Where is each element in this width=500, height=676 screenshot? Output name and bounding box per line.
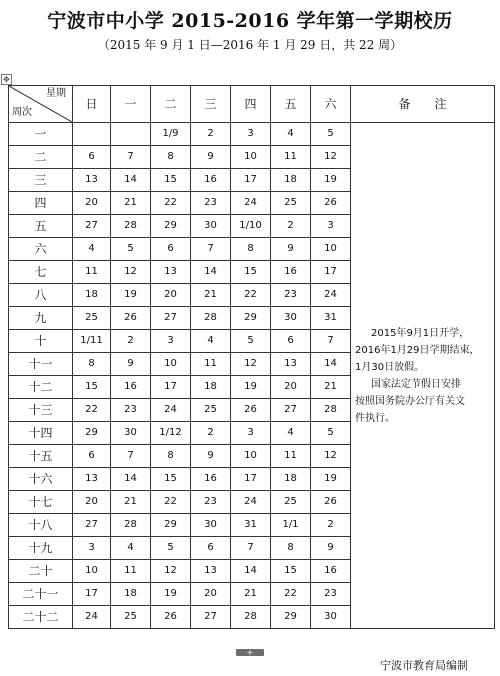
date-cell: 4 (271, 422, 311, 445)
calendar-table (8, 85, 495, 629)
week-number-cell: 二 (9, 146, 73, 169)
date-cell: 17 (231, 468, 271, 491)
date-cell: 11 (73, 261, 111, 284)
week-number-cell: 九 (9, 307, 73, 330)
note-header: 备 注 (351, 86, 495, 123)
date-cell: 23 (191, 491, 231, 514)
date-cell: 13 (73, 169, 111, 192)
date-cell: 11 (271, 146, 311, 169)
date-cell: 16 (111, 376, 151, 399)
date-cell: 21 (191, 284, 231, 307)
date-cell: 18 (191, 376, 231, 399)
date-cell: 25 (191, 399, 231, 422)
date-cell: 3 (73, 537, 111, 560)
date-cell: 4 (271, 123, 311, 146)
date-cell: 24 (231, 192, 271, 215)
date-cell: 29 (73, 422, 111, 445)
date-cell: 20 (73, 491, 111, 514)
date-cell: 18 (111, 583, 151, 606)
date-cell: 14 (311, 353, 351, 376)
date-cell: 16 (271, 261, 311, 284)
date-cell: 2 (311, 514, 351, 537)
date-cell: 9 (191, 445, 231, 468)
date-cell: 17 (73, 583, 111, 606)
table-header-row (9, 86, 495, 123)
week-number-cell: 十五 (9, 445, 73, 468)
day-header-mon: 一 (111, 86, 151, 123)
week-number-cell: 四 (9, 192, 73, 215)
date-cell: 30 (111, 422, 151, 445)
date-cell: 14 (231, 560, 271, 583)
date-cell: 31 (311, 307, 351, 330)
date-cell: 18 (271, 468, 311, 491)
date-cell: 25 (271, 491, 311, 514)
week-number-cell: 二十一 (9, 583, 73, 606)
date-cell: 2 (191, 123, 231, 146)
date-cell: 16 (191, 169, 231, 192)
date-cell: 9 (111, 353, 151, 376)
week-number-cell: 八 (9, 284, 73, 307)
date-cell: 7 (231, 537, 271, 560)
date-cell: 24 (73, 606, 111, 629)
corner-header-cell (9, 86, 73, 123)
date-cell: 25 (111, 606, 151, 629)
date-cell: 17 (151, 376, 191, 399)
date-cell: 18 (271, 169, 311, 192)
date-cell: 30 (191, 215, 231, 238)
date-cell: 8 (151, 445, 191, 468)
date-cell: 21 (311, 376, 351, 399)
date-cell: 7 (191, 238, 231, 261)
date-cell: 19 (311, 468, 351, 491)
date-cell: 5 (311, 422, 351, 445)
date-cell: 15 (231, 261, 271, 284)
date-cell: 10 (231, 445, 271, 468)
table-resize-handle[interactable]: + (236, 649, 264, 656)
date-cell: 4 (191, 330, 231, 353)
date-cell: 11 (271, 445, 311, 468)
date-cell: 2 (271, 215, 311, 238)
date-cell: 1/9 (151, 123, 191, 146)
week-number-cell: 十七 (9, 491, 73, 514)
day-header-sat: 六 (311, 86, 351, 123)
date-cell: 7 (111, 445, 151, 468)
date-cell: 13 (151, 261, 191, 284)
date-cell: 14 (191, 261, 231, 284)
date-cell: 11 (111, 560, 151, 583)
week-number-cell: 十三 (9, 399, 73, 422)
date-cell: 7 (311, 330, 351, 353)
week-number-cell: 二十二 (9, 606, 73, 629)
date-cell: 16 (191, 468, 231, 491)
date-cell: 23 (271, 284, 311, 307)
date-cell: 14 (111, 169, 151, 192)
week-number-cell: 十九 (9, 537, 73, 560)
remarks-paragraph-holidays: 国家法定节假日安排 按照国务院办公厅有关文 件执行。 (355, 378, 465, 424)
date-cell: 6 (73, 146, 111, 169)
date-cell: 24 (311, 284, 351, 307)
day-header-fri: 五 (271, 86, 311, 123)
date-cell: 15 (73, 376, 111, 399)
date-cell: 1/1 (271, 514, 311, 537)
date-cell: 19 (111, 284, 151, 307)
date-cell (111, 123, 151, 146)
week-number-cell: 十六 (9, 468, 73, 491)
week-number-cell: 五 (9, 215, 73, 238)
date-cell: 6 (271, 330, 311, 353)
date-cell: 6 (191, 537, 231, 560)
date-cell: 5 (151, 537, 191, 560)
date-cell: 22 (151, 491, 191, 514)
date-cell: 1/11 (73, 330, 111, 353)
date-cell: 31 (231, 514, 271, 537)
date-cell: 1/10 (231, 215, 271, 238)
date-cell: 12 (111, 261, 151, 284)
date-cell: 19 (311, 169, 351, 192)
date-cell: 15 (151, 169, 191, 192)
move-anchor-icon[interactable]: ✥ (1, 74, 12, 85)
date-cell: 23 (311, 583, 351, 606)
date-cell: 12 (231, 353, 271, 376)
date-cell: 16 (311, 560, 351, 583)
date-cell: 10 (231, 146, 271, 169)
day-header-sun: 日 (73, 86, 111, 123)
date-cell: 23 (191, 192, 231, 215)
week-number-cell: 一 (9, 123, 73, 146)
date-cell: 29 (271, 606, 311, 629)
date-cell: 27 (73, 215, 111, 238)
week-number-cell: 十一 (9, 353, 73, 376)
date-cell: 30 (311, 606, 351, 629)
remarks-paragraph-term-dates: 2015年9月1日开学， 2016年1月29日学期结束， 1月30日放假。 (355, 327, 480, 373)
date-cell: 15 (271, 560, 311, 583)
date-cell: 29 (151, 215, 191, 238)
date-cell: 21 (111, 491, 151, 514)
date-cell: 6 (151, 238, 191, 261)
date-cell: 3 (231, 422, 271, 445)
remarks-cell (351, 123, 495, 629)
date-cell: 27 (73, 514, 111, 537)
date-cell: 29 (231, 307, 271, 330)
date-cell: 8 (271, 537, 311, 560)
date-cell: 20 (271, 376, 311, 399)
date-cell: 11 (191, 353, 231, 376)
week-number-cell: 十四 (9, 422, 73, 445)
date-cell: 17 (311, 261, 351, 284)
date-cell: 29 (151, 514, 191, 537)
date-cell: 2 (191, 422, 231, 445)
date-cell: 23 (111, 399, 151, 422)
date-cell: 18 (73, 284, 111, 307)
date-cell: 21 (111, 192, 151, 215)
date-cell: 27 (191, 606, 231, 629)
date-cell: 22 (271, 583, 311, 606)
date-cell: 12 (311, 445, 351, 468)
date-cell: 30 (191, 514, 231, 537)
week-number-cell: 二十 (9, 560, 73, 583)
date-cell: 5 (311, 123, 351, 146)
date-cell (73, 123, 111, 146)
day-header-tue: 二 (151, 86, 191, 123)
date-cell: 27 (271, 399, 311, 422)
date-cell: 9 (271, 238, 311, 261)
date-cell: 25 (73, 307, 111, 330)
date-cell: 26 (231, 399, 271, 422)
date-cell: 20 (151, 284, 191, 307)
date-cell: 20 (73, 192, 111, 215)
date-cell: 15 (151, 468, 191, 491)
date-cell: 3 (311, 215, 351, 238)
date-cell: 9 (191, 146, 231, 169)
date-cell: 26 (111, 307, 151, 330)
date-cell: 1/12 (151, 422, 191, 445)
date-cell: 10 (73, 560, 111, 583)
week-number-cell: 六 (9, 238, 73, 261)
date-cell: 22 (151, 192, 191, 215)
date-cell: 13 (271, 353, 311, 376)
document-title: 宁波市中小学 2015-2016 学年第一学期校历 (47, 10, 453, 32)
date-cell: 12 (151, 560, 191, 583)
date-cell: 28 (231, 606, 271, 629)
issuer-footer: 宁波市教育局编制 (380, 659, 468, 672)
date-cell: 4 (111, 537, 151, 560)
date-cell: 21 (231, 583, 271, 606)
weekday-axis-label: 星期 (46, 88, 66, 99)
date-cell: 19 (151, 583, 191, 606)
date-cell: 24 (151, 399, 191, 422)
date-cell: 8 (231, 238, 271, 261)
day-header-thu: 四 (231, 86, 271, 123)
week-number-cell: 七 (9, 261, 73, 284)
date-cell: 26 (311, 491, 351, 514)
date-cell: 3 (231, 123, 271, 146)
week-number-cell: 十八 (9, 514, 73, 537)
date-cell: 28 (111, 215, 151, 238)
date-cell: 22 (231, 284, 271, 307)
date-cell: 25 (271, 192, 311, 215)
date-cell: 12 (311, 146, 351, 169)
date-cell: 20 (191, 583, 231, 606)
date-cell: 5 (111, 238, 151, 261)
date-cell: 14 (111, 468, 151, 491)
date-cell: 27 (151, 307, 191, 330)
date-cell: 4 (73, 238, 111, 261)
date-cell: 22 (73, 399, 111, 422)
document-subtitle: （2015 年 9 月 1 日—2016 年 1 月 29 日，共 22 周） (97, 38, 403, 52)
week-row (9, 123, 495, 146)
date-cell: 30 (271, 307, 311, 330)
date-cell: 5 (231, 330, 271, 353)
date-cell: 10 (151, 353, 191, 376)
day-header-wed: 三 (191, 86, 231, 123)
week-number-cell: 十二 (9, 376, 73, 399)
date-cell: 26 (151, 606, 191, 629)
date-cell: 13 (191, 560, 231, 583)
week-number-cell: 三 (9, 169, 73, 192)
date-cell: 28 (111, 514, 151, 537)
date-cell: 10 (311, 238, 351, 261)
date-cell: 26 (311, 192, 351, 215)
date-cell: 17 (231, 169, 271, 192)
date-cell: 13 (73, 468, 111, 491)
date-cell: 7 (111, 146, 151, 169)
date-cell: 28 (191, 307, 231, 330)
date-cell: 3 (151, 330, 191, 353)
date-cell: 8 (151, 146, 191, 169)
date-cell: 2 (111, 330, 151, 353)
week-axis-label: 周次 (12, 107, 32, 118)
date-cell: 19 (231, 376, 271, 399)
date-cell: 6 (73, 445, 111, 468)
date-cell: 8 (73, 353, 111, 376)
date-cell: 24 (231, 491, 271, 514)
week-number-cell: 十 (9, 330, 73, 353)
date-cell: 28 (311, 399, 351, 422)
date-cell: 9 (311, 537, 351, 560)
